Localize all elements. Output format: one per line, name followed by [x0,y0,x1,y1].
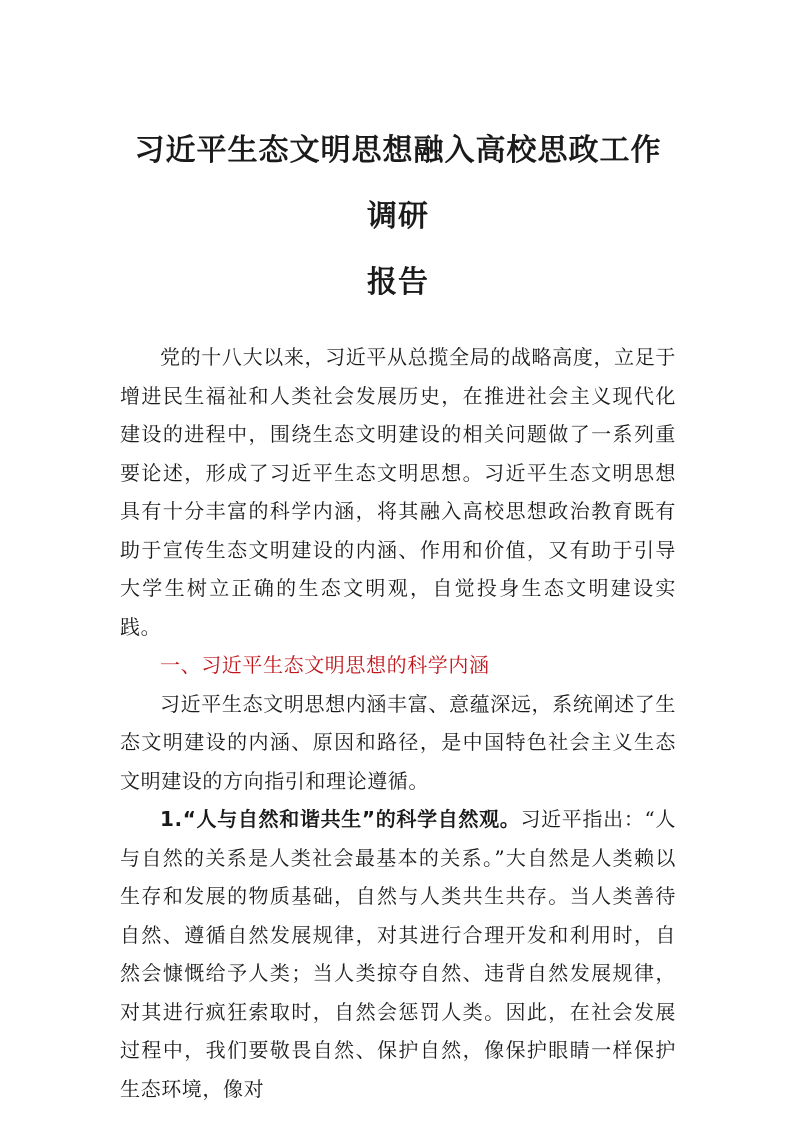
point-1-lead: 1.“人与自然和谐共生”的科学自然观。 [160,807,521,831]
point-1-paragraph [120,800,676,1108]
title-line-1: 习近平生态文明思想融入高校思政工作调研 [134,133,662,234]
document-page [120,118,676,1108]
intro-paragraph: 党的十八大以来，习近平从总揽全局的战略高度，立足于增进民生福祉和人类社会发展历史，在推进社会主义现代化建设的进程中，围绕生态文明建设的相关问题做了一系列重要论述，形成了习近平生态文明思想。习近平生态文明思想具有十分丰富的科学内涵，将其融入高校思想政治教育既有助于宣传生态文明建设的内涵、作用和价值，又有助于引导大学生树立正确的生态文明观，自觉投身生态文明建设实践。 [120,345,676,639]
section-1-paragraph: 习近平生态文明思想内涵丰富、意蕴深远，系统阐述了生态文明建设的内涵、原因和路径，是中国特色社会主义生态文明建设的方向指引和理论遵循。 [120,691,676,793]
document-title [120,118,676,316]
title-line-2: 报告 [367,265,429,300]
point-1-body: 习近平指出：“人与自然的关系是人类社会最基本的关系。”大自然是人类赖以生存和发展的物质基础，自然与人类共生共存。当人类善待自然、遵循自然发展规律，对其进行合理开发和利用时，自然会慷慨给予人类；当人类掠夺自然、违背自然发展规律，对其进行疯狂索取时，自然会惩罚人类。因此，在社会发展过程中，我们要敬畏自然、保护自然，像保护眼睛一样保护生态环境，像对 [120,807,676,1101]
section-1-heading: 一、习近平生态文明思想的科学内涵 [160,653,490,677]
